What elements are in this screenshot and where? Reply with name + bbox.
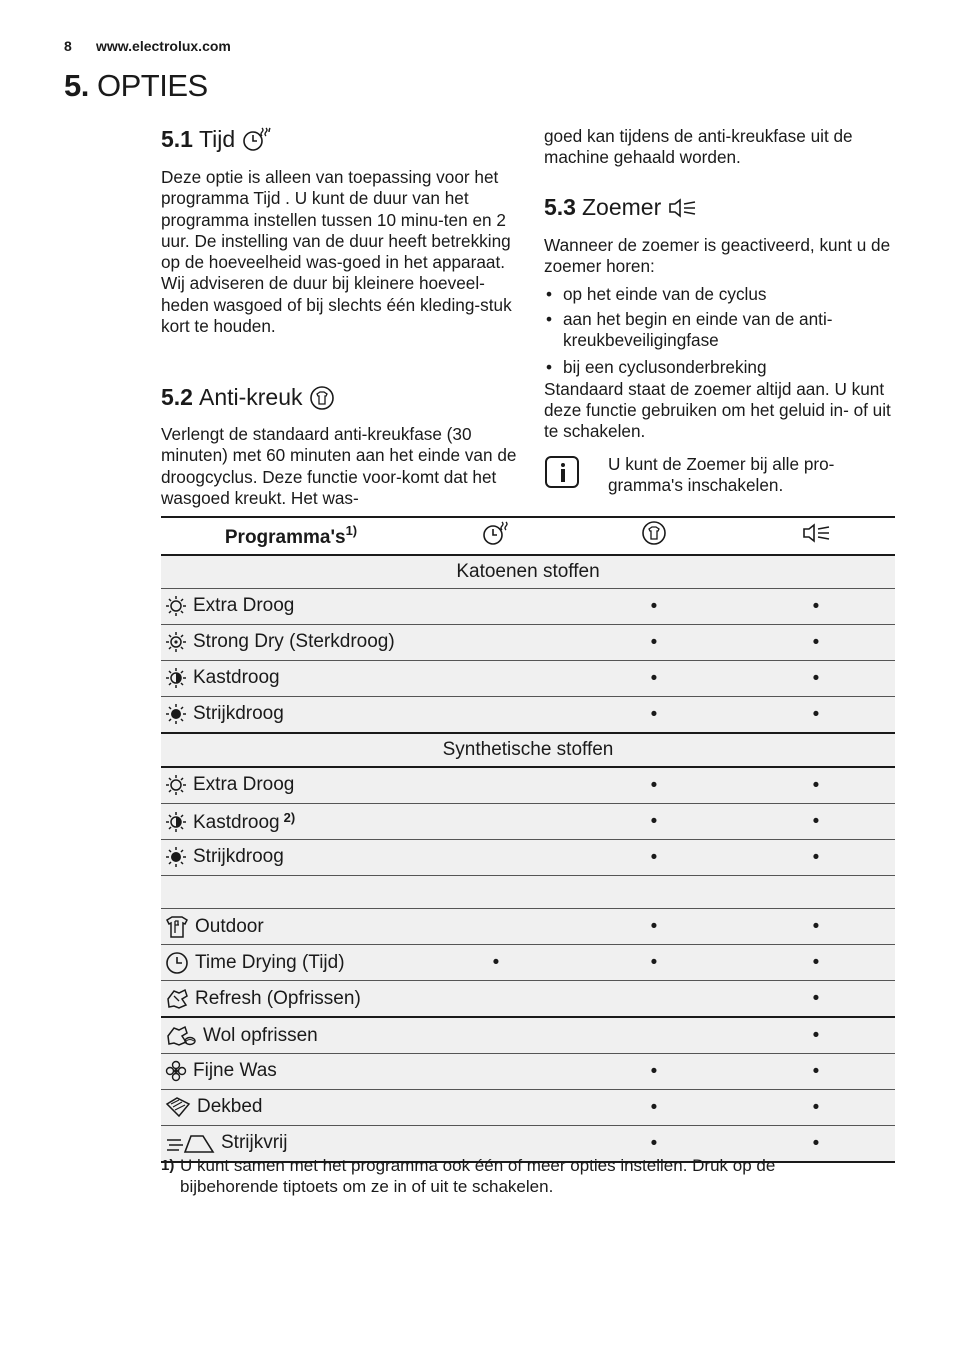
anti-crease-cell: •: [571, 840, 737, 876]
time-drying-cell: [421, 1090, 571, 1126]
buzzer-cell: •: [737, 840, 895, 876]
table-row: [161, 661, 895, 697]
extra-dry-icon: [165, 774, 187, 796]
list-item: • bij een cyclusonderbreking: [544, 357, 900, 378]
footnote-text: U kunt samen met het programma ook één of meer opties instellen. Druk op de bijbehorende tiptoets om ze in of uit te schakelen.: [180, 1156, 776, 1196]
anti-crease-cell: •: [571, 945, 737, 981]
section-5-3-heading: [544, 194, 697, 221]
anti-crease-cell: •: [571, 1090, 737, 1126]
footnote-ref: 2): [283, 809, 296, 825]
table-row: [161, 981, 895, 1018]
time-drying-cell: [421, 661, 571, 697]
group-label-cotton: Katoenen stoffen: [161, 555, 895, 589]
empty-group-cell: [161, 876, 895, 909]
table-row: [161, 1090, 895, 1126]
anti-crease-cell: •: [571, 625, 737, 661]
anti-crease-cell: •: [571, 697, 737, 734]
time-drying-cell: [421, 767, 571, 804]
table-group-row: [161, 733, 895, 767]
anti-crease-cell: •: [571, 1126, 737, 1163]
section-title: Tijd: [198, 125, 236, 152]
anti-crease-cell: •: [571, 661, 737, 697]
footnote-mark: 1): [161, 1157, 175, 1174]
table-group-row-empty: [161, 876, 895, 909]
time-drying-icon: [241, 125, 271, 153]
section-number: 5.2: [161, 384, 193, 410]
program-name-cell: Outdoor: [161, 909, 421, 945]
options-table: [161, 516, 895, 1163]
chapter-label: OPTIES: [96, 68, 208, 103]
program-name-cell: Extra Droog: [161, 589, 421, 625]
table-header-row: [161, 517, 895, 555]
program-name-cell: Fijne Was: [161, 1054, 421, 1090]
table-row: [161, 625, 895, 661]
time-drying-cell: •: [421, 945, 571, 981]
anti-crease-cell: [571, 1017, 737, 1054]
anti-crease-cell: •: [571, 909, 737, 945]
program-name-cell: Strijkdroog: [161, 697, 421, 734]
anti-crease-cell: [571, 981, 737, 1018]
buzzer-cell: •: [737, 589, 895, 625]
time-drying-cell: [421, 1054, 571, 1090]
paragraph: Wij adviseren de duur bij kleinere hoeveel-heden wasgoed of bij slechts één kleding-stuk kort te houden.: [161, 273, 512, 337]
table-row: [161, 1054, 895, 1090]
clock-icon: [165, 951, 189, 975]
section-5-1-heading: [161, 125, 271, 153]
time-drying-cell: [421, 589, 571, 625]
section-5-1-body: [161, 167, 517, 337]
buzzer-cell: •: [737, 804, 895, 840]
table-row: [161, 1017, 895, 1054]
outdoor-icon: [165, 915, 189, 939]
buzzer-cell: •: [737, 1017, 895, 1054]
chapter-title: [64, 68, 208, 104]
table-row: [161, 909, 895, 945]
buzzer-cell: •: [737, 909, 895, 945]
table-footnote: [161, 1155, 861, 1197]
list-item: • aan het begin en einde van de anti-kreukbeveiligingfase: [544, 309, 900, 352]
buzzer-cell: •: [737, 661, 895, 697]
table-row: [161, 697, 895, 734]
time-drying-cell: [421, 625, 571, 661]
chapter-number: 5.: [64, 68, 89, 103]
section-5-2-heading: [161, 384, 335, 411]
buzzer-cell: •: [737, 1126, 895, 1163]
time-drying-cell: [421, 804, 571, 840]
time-drying-cell: [421, 981, 571, 1018]
buzzer-cell: •: [737, 697, 895, 734]
anti-crease-cell: •: [571, 589, 737, 625]
paragraph: Deze optie is alleen van toepassing voor het programma Tijd . U kunt de duur van het programma instellen tussen 10 minu-ten en 2 uur. De instelling van de duur heeft betrekking op de hoeveelheid was-goed in het apparaat.: [161, 167, 511, 273]
table-row: [161, 767, 895, 804]
section-5-2-body: [161, 424, 517, 509]
info-icon: [545, 456, 579, 488]
anti-crease-cell: •: [571, 804, 737, 840]
info-note: U kunt de Zoemer bij alle pro-gramma's inschakelen.: [608, 454, 835, 496]
programs-column-header: $Programma's^{1)}$: [161, 517, 421, 555]
anti-crease-icon: [641, 520, 667, 546]
buzzer-icon: [667, 197, 697, 219]
refresh-icon: [165, 987, 189, 1011]
program-name-cell: Strijkvrij: [161, 1126, 421, 1163]
program-name-cell: Kastdroog: [161, 661, 421, 697]
duvet-icon: [165, 1096, 191, 1118]
paragraph: Verlengt de standaard anti-kreukfase (30 minuten) met 60 minuten aan het einde van de droogcyclus. Deze functie voor-komt dat het wasgoed kreukt. Het was-: [161, 424, 517, 508]
buzzer-column-header: [737, 517, 895, 555]
program-name-cell: Strijkdroog: [161, 840, 421, 876]
time-drying-column-header: [421, 517, 571, 555]
time-drying-cell: [421, 909, 571, 945]
program-name-cell: Strong Dry (Sterkdroog): [161, 625, 421, 661]
section-title: Zoemer: [581, 194, 662, 220]
strong-dry-icon: [165, 631, 187, 653]
cupboard-dry-icon: [165, 667, 187, 689]
buzzer-cell: •: [737, 1054, 895, 1090]
time-drying-icon: [481, 520, 511, 546]
iron-dry-icon: [165, 846, 187, 868]
section-title: Anti-kreuk: [198, 384, 303, 410]
website-url[interactable]: www.electrolux.com: [96, 38, 231, 54]
anti-crease-icon: [309, 385, 335, 411]
table-row: [161, 589, 895, 625]
buzzer-cell: •: [737, 625, 895, 661]
program-name-cell: Time Drying (Tijd): [161, 945, 421, 981]
buzzer-icon: [801, 522, 831, 544]
buzzer-cell: •: [737, 1090, 895, 1126]
section-number: 5.3: [544, 194, 576, 220]
program-name-cell: Wol opfrissen: [161, 1017, 421, 1054]
section-5-2-continued: [544, 126, 900, 169]
iron-dry-icon: [165, 703, 187, 725]
table-row: [161, 840, 895, 876]
program-name-cell: Extra Droog: [161, 767, 421, 804]
extra-dry-icon: [165, 595, 187, 617]
buzzer-cell: •: [737, 945, 895, 981]
paragraph: goed kan tijdens de anti-kreukfase uit de machine gehaald worden.: [544, 126, 853, 168]
buzzer-bullet-list: [544, 284, 900, 379]
section-5-3-body: [544, 235, 900, 443]
program-name-cell: Dekbed: [161, 1090, 421, 1126]
program-name-cell: Kastdroog $^{2)}$: [161, 804, 421, 840]
section-number: 5.1: [161, 125, 193, 152]
table-row: [161, 804, 895, 840]
group-label-synthetic: Synthetische stoffen: [161, 733, 895, 767]
table-row: [161, 945, 895, 981]
page-number: 8: [64, 38, 72, 54]
wool-refresh-icon: [165, 1024, 197, 1048]
delicates-icon: [165, 1060, 187, 1082]
program-name-cell: Refresh (Opfrissen): [161, 981, 421, 1018]
time-drying-cell: [421, 697, 571, 734]
paragraph: Standaard staat de zoemer altijd aan. U kunt deze functie gebruiken om het geluid in- of uit te schakelen.: [544, 378, 891, 442]
footnote-ref: 1): [345, 523, 358, 538]
anti-crease-cell: •: [571, 767, 737, 804]
easy-iron-icon: [165, 1132, 215, 1154]
anti-crease-column-header: [571, 517, 737, 555]
table-group-row: [161, 555, 895, 589]
time-drying-cell: [421, 840, 571, 876]
time-drying-cell: [421, 1017, 571, 1054]
cupboard-dry-icon: [165, 811, 187, 833]
list-item: • op het einde van de cyclus: [544, 284, 900, 305]
buzzer-cell: •: [737, 981, 895, 1018]
paragraph: Wanneer de zoemer is geactiveerd, kunt u de zoemer horen:: [544, 235, 891, 277]
buzzer-cell: •: [737, 767, 895, 804]
anti-crease-cell: •: [571, 1054, 737, 1090]
